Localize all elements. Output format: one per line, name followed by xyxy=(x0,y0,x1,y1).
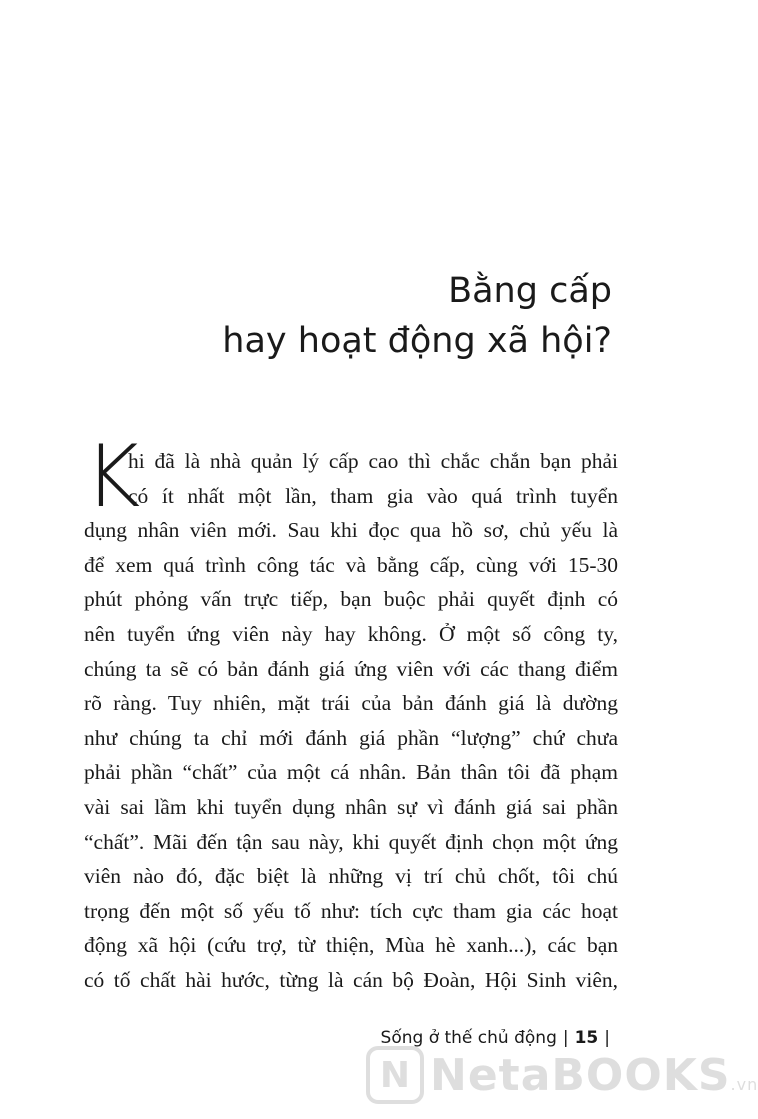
footer-divider: | xyxy=(562,1028,569,1048)
text-line: có ít nhất một lần, tham gia vào quá trình tuyển xyxy=(128,483,618,508)
drop-cap: K xyxy=(84,427,141,527)
text-line: như chúng ta chỉ mới đánh giá phần “lượng” chứ chưa xyxy=(84,725,618,750)
watermark-suffix: .vn xyxy=(730,1074,758,1094)
text-line: phút phỏng vấn trực tiếp, bạn buộc phải quyết định có xyxy=(84,587,618,612)
footer-divider: | xyxy=(604,1028,610,1048)
chapter-title-line-1: Bằng cấp xyxy=(448,271,612,311)
text-line: động xã hội (cứu trợ, từ thiện, Mùa hè xanh...), các bạn xyxy=(84,933,618,958)
text-line: viên nào đó, đặc biệt là những vị trí chủ chốt, tôi chú xyxy=(84,864,618,889)
text-line: chúng ta sẽ có bản đánh giá ứng viên với các thang điểm xyxy=(84,656,618,681)
chapter-title xyxy=(222,266,612,366)
text-line: nên tuyển ứng viên này hay không. Ở một số công ty, xyxy=(84,621,618,646)
text-line: trọng đến một số yếu tố như: tích cực tham gia các hoạt xyxy=(84,898,618,923)
text-line: hi đã là nhà quản lý cấp cao thì chắc chắn bạn phải xyxy=(128,449,618,473)
chapter-title-line-2: hay hoạt động xã hội? xyxy=(222,321,612,361)
text-line: có tố chất hài hước, từng là cán bộ Đoàn, Hội Sinh viên, xyxy=(84,967,618,992)
text-line: dụng nhân viên mới. Sau khi đọc qua hồ sơ, chủ yếu là xyxy=(84,518,618,543)
footer-book-title: Sống ở thế chủ động xyxy=(380,1028,557,1048)
body-text xyxy=(84,444,618,998)
text-line: rõ ràng. Tuy nhiên, mặt trái của bản đánh giá là dường xyxy=(84,691,618,716)
text-line: để xem quá trình công tác và bằng cấp, cùng với 15-30 xyxy=(84,552,618,577)
watermark-text xyxy=(430,1050,758,1101)
watermark-logo-icon: N xyxy=(366,1046,424,1104)
text-line: “chất”. Mãi đến tận sau này, khi quyết định chọn một ứng xyxy=(84,829,618,854)
watermark xyxy=(366,1040,758,1110)
watermark-brand: NetaBOOKS xyxy=(430,1049,731,1101)
page-number: 15 xyxy=(574,1028,599,1048)
text-line: phải phần “chất” của một cá nhân. Bản thân tôi đã phạm xyxy=(84,760,618,785)
page-footer xyxy=(381,1028,616,1048)
text-line: vài sai lầm khi tuyển dụng nhân sự vì đánh giá sai phần xyxy=(84,794,618,819)
